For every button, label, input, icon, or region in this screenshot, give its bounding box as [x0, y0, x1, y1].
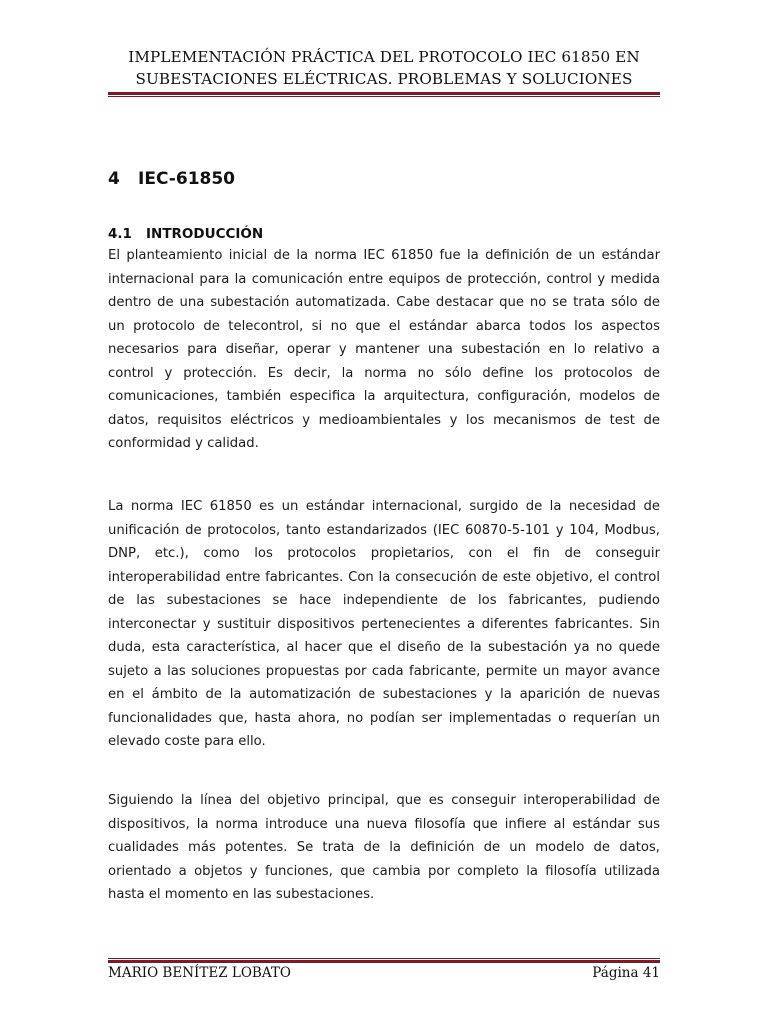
body-paragraph-3: Siguiendo la línea del objetivo principal, que es conseguir interoperabilidad de dispositivos, la norma introduce una nueva filosofía que infiere al estándar sus cualidades más potentes. Se trata de la definición de un modelo de datos, orientado a objetos y funciones, que cambia por completo la filosofía utilizada hasta el momento en las subestaciones.	[108, 793, 660, 902]
chapter-heading	[108, 169, 235, 189]
header-rule	[108, 92, 660, 97]
header-title-line-1: IMPLEMENTACIÓN PRÁCTICA DEL PROTOCOLO IEC 61850 EN	[128, 48, 640, 66]
body-paragraph-1: El planteamiento inicial de la norma IEC 61850 fue la definición de un estándar internacional para la comunicación entre equipos de protección, control y medida dentro de una subestación automatizada. Cabe destacar que no se trata sólo de un protocolo de telecontrol, si no que el estándar abarca todos los aspectos necesarios para diseñar, operar y mantener una subestación en lo relativo a control y protección. Es decir, la norma no sólo define los protocolos de comunicaciones, también especifica la arquitectura, configuración, modelos de datos, requisitos eléctricos y medioambientales y los mecanismos de test de conformidad y calidad.	[108, 248, 660, 451]
section-heading	[108, 226, 263, 242]
footer-page-number: Página 41	[592, 965, 660, 981]
section-title: INTRODUCCIÓN	[146, 226, 264, 242]
header-title-line-2: SUBESTACIONES ELÉCTRICAS. PROBLEMAS Y SOLUCIONES	[135, 70, 633, 88]
chapter-title: IEC-61850	[138, 169, 236, 189]
page-header	[100, 46, 668, 90]
footer-author: MARIO BENÍTEZ LOBATO	[108, 965, 291, 981]
section-number: 4.1	[108, 226, 132, 242]
footer-rule	[108, 958, 660, 963]
body-paragraph-2: La norma IEC 61850 es un estándar internacional, surgido de la necesidad de unificación de protocolos, tanto estandarizados (IEC 60870-5-101 y 104, Modbus, DNP, etc.), como los protocolos propietarios, con el fin de conseguir interoperabilidad entre fabricantes. Con la consecución de este objetivo, el control de las subestaciones se hace independiente de los fabricantes, pudiendo interconectar y sustituir dispositivos pertenecientes a diferentes fabricantes. Sin duda, esta característica, al hacer que el diseño de la subestación ya no quede sujeto a las soluciones propuestas por cada fabricante, permite un mayor avance en el ámbito de la automatización de subestaciones y la aparición de nuevas funcionalidades que, hasta ahora, no podían ser implementadas o requerían un elevado coste para ello.	[108, 499, 660, 749]
chapter-number: 4	[108, 169, 120, 189]
